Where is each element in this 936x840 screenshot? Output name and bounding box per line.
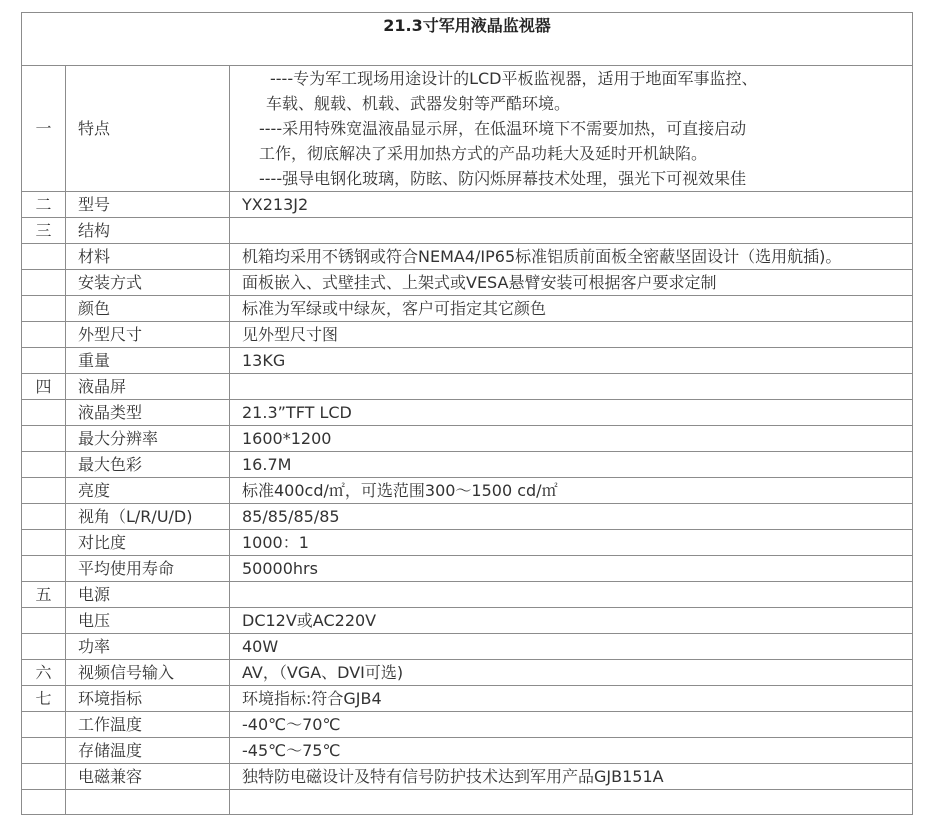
spec-name: 安装方式 <box>66 270 230 296</box>
spec-name: 存储温度 <box>66 738 230 764</box>
section-number <box>22 608 66 634</box>
spec-value <box>230 374 913 400</box>
table-row <box>22 452 913 478</box>
spec-value: 50000hrs <box>230 556 913 582</box>
spec-value <box>230 790 913 815</box>
table-row <box>22 244 913 270</box>
spec-value: 21.3”TFT LCD <box>230 400 913 426</box>
spec-value: 85/85/85/85 <box>230 504 913 530</box>
table-row <box>22 582 913 608</box>
spec-value: -40℃～70℃ <box>230 712 913 738</box>
table-row <box>22 764 913 790</box>
section-number <box>22 764 66 790</box>
section-number <box>22 348 66 374</box>
section-number: 四 <box>22 374 66 400</box>
spec-value <box>230 218 913 244</box>
table-row <box>22 686 913 712</box>
table-row <box>22 478 913 504</box>
spec-name: 视频信号输入 <box>66 660 230 686</box>
table-row <box>22 790 913 815</box>
section-number <box>22 504 66 530</box>
section-number <box>22 244 66 270</box>
section-number: 五 <box>22 582 66 608</box>
section-number: 一 <box>22 66 66 192</box>
spec-name: 亮度 <box>66 478 230 504</box>
spec-name: 最大色彩 <box>66 452 230 478</box>
spec-value: AV，（VGA、DVI可选) <box>230 660 913 686</box>
spec-name: 外型尺寸 <box>66 322 230 348</box>
spec-name: 电源 <box>66 582 230 608</box>
feature-line: ----采用特殊宽温液晶显示屏，在低温环境下不需要加热，可直接启动 <box>259 119 747 138</box>
spec-value <box>230 582 913 608</box>
section-number <box>22 452 66 478</box>
title-row <box>22 13 913 66</box>
spec-value: 标准为军绿或中绿灰，客户可指定其它颜色 <box>230 296 913 322</box>
spec-value: 1600*1200 <box>230 426 913 452</box>
spec-value: 标准400cd/㎡，可选范围300～1500 cd/㎡ <box>230 478 913 504</box>
spec-value: 环境指标:符合GJB4 <box>230 686 913 712</box>
spec-name: 视角（L/R/U/D) <box>66 504 230 530</box>
spec-value: 13KG <box>230 348 913 374</box>
table-row <box>22 556 913 582</box>
section-number <box>22 426 66 452</box>
table-row <box>22 608 913 634</box>
table-row <box>22 426 913 452</box>
spec-name: 电磁兼容 <box>66 764 230 790</box>
feature-line: 车载、舰载、机载、武器发射等严酷环境。 <box>266 94 571 113</box>
spec-name: 结构 <box>66 218 230 244</box>
table-row <box>22 530 913 556</box>
spec-value: 40W <box>230 634 913 660</box>
spec-name: 最大分辨率 <box>66 426 230 452</box>
table-title: 21.3寸军用液晶监视器 <box>22 13 913 66</box>
section-number <box>22 556 66 582</box>
section-number <box>22 400 66 426</box>
section-number <box>22 790 66 815</box>
table-row <box>22 270 913 296</box>
section-number <box>22 634 66 660</box>
section-number <box>22 296 66 322</box>
table-row <box>22 296 913 322</box>
section-number <box>22 322 66 348</box>
section-number: 二 <box>22 192 66 218</box>
feature-line: ----专为军工现场用途设计的LCD平板监视器，适用于地面军事监控、 <box>270 69 758 88</box>
spec-value: 面板嵌入、式壁挂式、上架式或VESA悬臂安装可根据客户要求定制 <box>230 270 913 296</box>
spec-name: 液晶类型 <box>66 400 230 426</box>
table-row <box>22 348 913 374</box>
spec-name: 液晶屏 <box>66 374 230 400</box>
table-row <box>22 712 913 738</box>
spec-name: 材料 <box>66 244 230 270</box>
spec-value: 机箱均采用不锈钢或符合NEMA4/IP65标准铝质前面板全密蔽坚固设计（选用航插)。 <box>230 244 913 270</box>
table-row <box>22 322 913 348</box>
section-number: 七 <box>22 686 66 712</box>
table-row <box>22 400 913 426</box>
spec-value: 1000：1 <box>230 530 913 556</box>
feature-line: ----强导电钢化玻璃，防眩、防闪烁屏幕技术处理，强光下可视效果佳 <box>259 169 747 188</box>
section-number: 六 <box>22 660 66 686</box>
spec-value: DC12V或AC220V <box>230 608 913 634</box>
spec-name: 功率 <box>66 634 230 660</box>
section-number <box>22 738 66 764</box>
spec-value: YX213J2 <box>230 192 913 218</box>
spec-name: 平均使用寿命 <box>66 556 230 582</box>
section-number <box>22 478 66 504</box>
spec-value: 见外型尺寸图 <box>230 322 913 348</box>
spec-value: 独特防电磁设计及特有信号防护技术达到军用产品GJB151A <box>230 764 913 790</box>
spec-value: 16.7M <box>230 452 913 478</box>
features-cell <box>230 66 913 192</box>
section-number: 三 <box>22 218 66 244</box>
table-row <box>22 660 913 686</box>
spec-name: 重量 <box>66 348 230 374</box>
table-row <box>22 192 913 218</box>
table-row <box>22 634 913 660</box>
table-row <box>22 218 913 244</box>
section-number <box>22 270 66 296</box>
spec-value: -45℃～75℃ <box>230 738 913 764</box>
spec-name: 对比度 <box>66 530 230 556</box>
spec-name: 电压 <box>66 608 230 634</box>
table-row <box>22 738 913 764</box>
table-row <box>22 504 913 530</box>
section-number <box>22 712 66 738</box>
spec-name: 环境指标 <box>66 686 230 712</box>
spec-name: 颜色 <box>66 296 230 322</box>
spec-table <box>21 12 913 815</box>
spec-name: 特点 <box>66 66 230 192</box>
feature-line: 工作，彻底解决了采用加热方式的产品功耗大及延时开机缺陷。 <box>259 144 708 163</box>
table-row <box>22 374 913 400</box>
table-row-features <box>22 66 913 192</box>
section-number <box>22 530 66 556</box>
spec-name: 型号 <box>66 192 230 218</box>
spec-name: 工作温度 <box>66 712 230 738</box>
spec-name <box>66 790 230 815</box>
